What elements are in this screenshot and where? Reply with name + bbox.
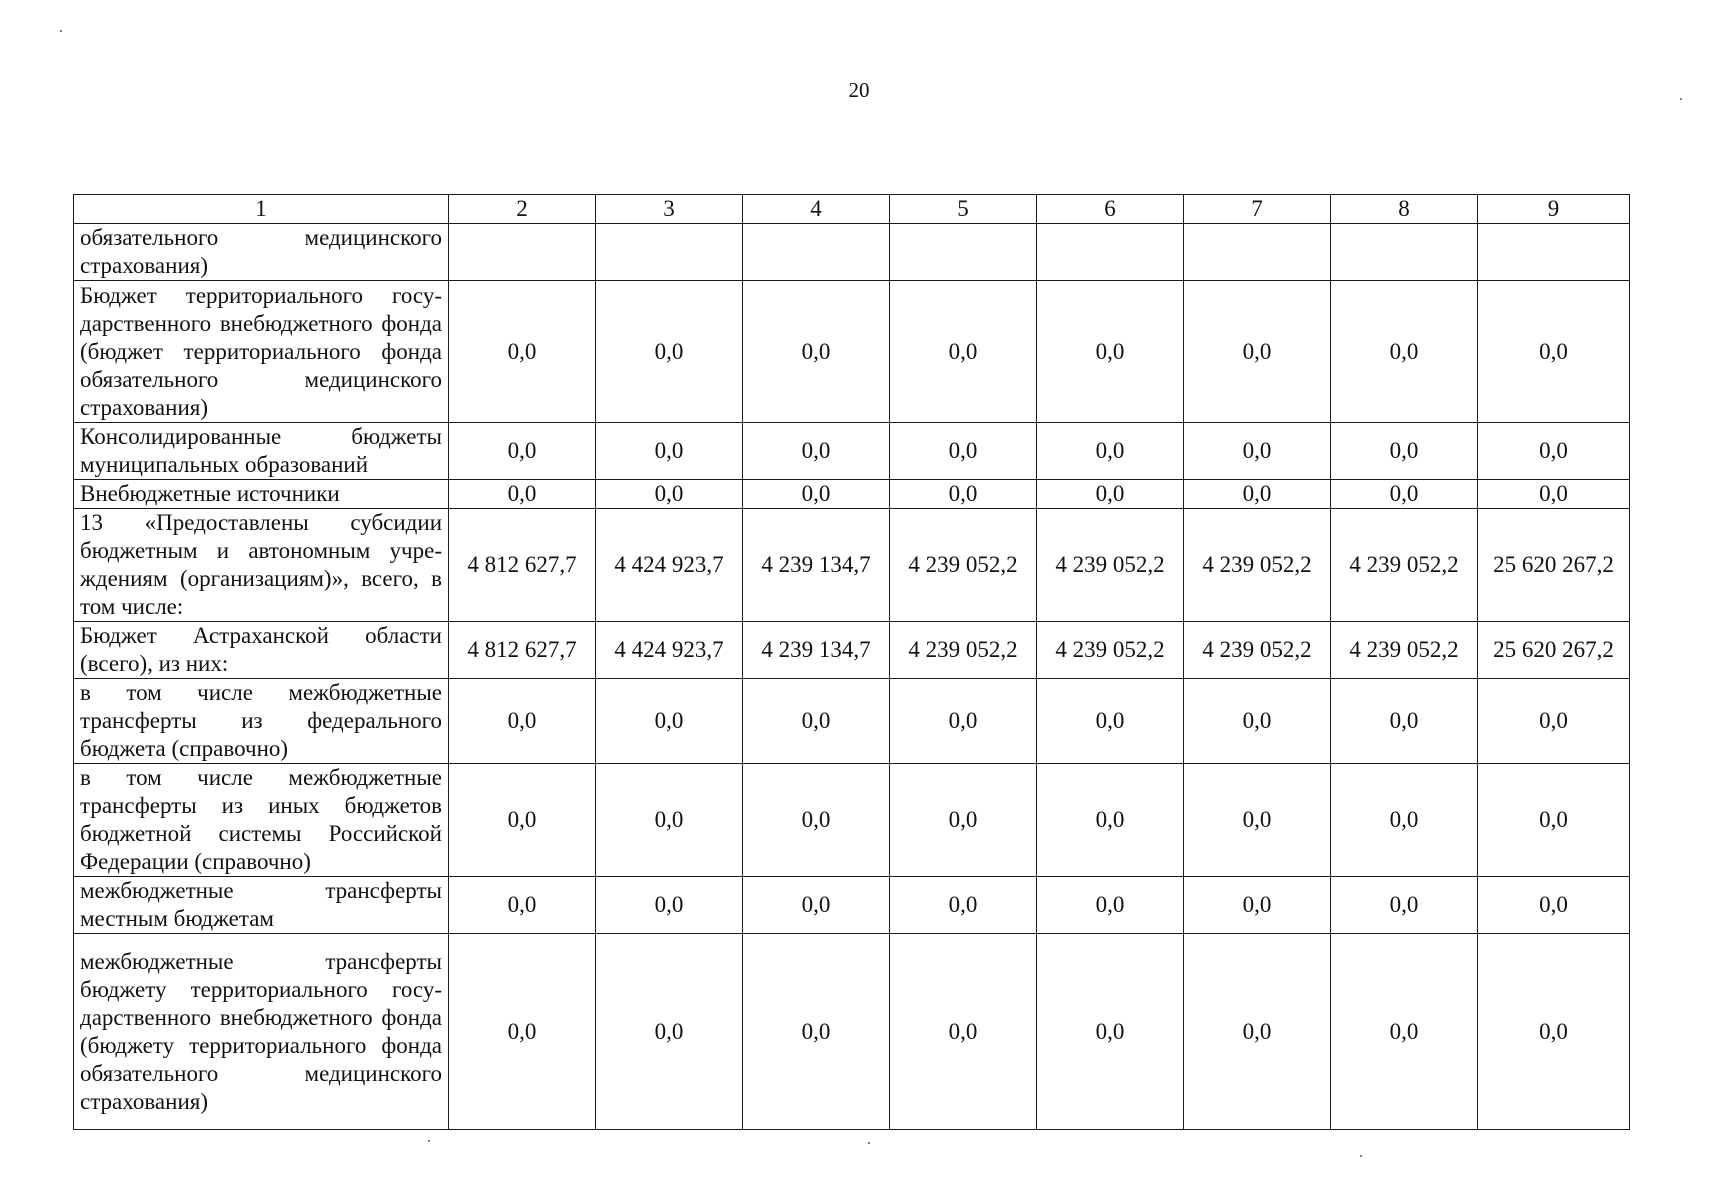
- value-cell: 0,0: [1037, 423, 1184, 480]
- table-row: [74, 622, 1630, 679]
- value-cell: 4 239 052,2: [1331, 509, 1478, 622]
- scan-speck: [428, 1140, 430, 1142]
- row-label: межбюджетные трансферты бюджету территориального государственного внебюджетного фонда (бюджету территориального фонда обязательного медицинского страхования): [74, 934, 449, 1130]
- row-label: 13 «Предоставлены субсидии бюджетным и автономным учреждениям (организациям)», всего, в том числе:: [74, 509, 449, 622]
- value-cell: 4 239 052,2: [890, 509, 1037, 622]
- column-number-row: [74, 195, 1630, 224]
- column-header: 2: [449, 195, 596, 224]
- value-cell: 0,0: [1184, 764, 1331, 877]
- value-cell: 0,0: [1037, 480, 1184, 509]
- value-cell: 4 239 052,2: [890, 622, 1037, 679]
- row-label: обязательного медицинского страхования): [74, 224, 449, 281]
- value-cell: 4 239 052,2: [1037, 622, 1184, 679]
- value-cell: [596, 224, 743, 281]
- value-cell: [1478, 224, 1630, 281]
- value-cell: 0,0: [1184, 480, 1331, 509]
- row-label: в том числе межбюджетные трансферты из федерального бюджета (справочно): [74, 679, 449, 764]
- value-cell: 0,0: [1478, 281, 1630, 423]
- value-cell: 0,0: [1478, 877, 1630, 934]
- column-header: 1: [74, 195, 449, 224]
- table-row: [74, 224, 1630, 281]
- value-cell: 0,0: [1478, 679, 1630, 764]
- value-cell: 25 620 267,2: [1478, 622, 1630, 679]
- table-row: [74, 423, 1630, 480]
- value-cell: 0,0: [743, 934, 890, 1130]
- value-cell: 0,0: [743, 764, 890, 877]
- value-cell: 0,0: [890, 877, 1037, 934]
- value-cell: [1037, 224, 1184, 281]
- value-cell: 0,0: [890, 679, 1037, 764]
- value-cell: 0,0: [449, 423, 596, 480]
- value-cell: 0,0: [1184, 877, 1331, 934]
- value-cell: 4 424 923,7: [596, 509, 743, 622]
- value-cell: 0,0: [1331, 423, 1478, 480]
- table-row: [74, 509, 1630, 622]
- scan-speck: [1360, 1155, 1362, 1157]
- value-cell: 0,0: [1037, 764, 1184, 877]
- table-row: [74, 281, 1630, 423]
- value-cell: 0,0: [449, 480, 596, 509]
- value-cell: 0,0: [890, 764, 1037, 877]
- row-label: Консолидированные бюджеты муниципальных образований: [74, 423, 449, 480]
- page-number: 20: [848, 78, 870, 102]
- value-cell: 0,0: [1478, 423, 1630, 480]
- value-cell: 0,0: [890, 480, 1037, 509]
- scan-speck: [1680, 98, 1682, 100]
- column-header: 3: [596, 195, 743, 224]
- row-label: межбюджетные трансферты местным бюджетам: [74, 877, 449, 934]
- value-cell: 0,0: [1184, 679, 1331, 764]
- value-cell: 0,0: [1331, 281, 1478, 423]
- value-cell: 0,0: [1331, 934, 1478, 1130]
- budget-table: [73, 194, 1630, 1130]
- column-header: 9: [1478, 195, 1630, 224]
- value-cell: 4 239 052,2: [1184, 622, 1331, 679]
- value-cell: 0,0: [743, 480, 890, 509]
- table-row: [74, 877, 1630, 934]
- value-cell: 0,0: [449, 877, 596, 934]
- value-cell: 0,0: [743, 423, 890, 480]
- value-cell: 0,0: [1037, 934, 1184, 1130]
- value-cell: 0,0: [1478, 764, 1630, 877]
- value-cell: 4 239 134,7: [743, 622, 890, 679]
- value-cell: 0,0: [1478, 934, 1630, 1130]
- value-cell: 0,0: [596, 934, 743, 1130]
- value-cell: 0,0: [596, 764, 743, 877]
- value-cell: 0,0: [1037, 281, 1184, 423]
- value-cell: 0,0: [596, 423, 743, 480]
- column-header: 8: [1331, 195, 1478, 224]
- table-row: [74, 764, 1630, 877]
- value-cell: 0,0: [1184, 934, 1331, 1130]
- value-cell: 0,0: [596, 679, 743, 764]
- row-label: Внебюджетные источники: [74, 480, 449, 509]
- budget-table-container: [73, 194, 1629, 1130]
- value-cell: 4 812 627,7: [449, 622, 596, 679]
- value-cell: [1184, 224, 1331, 281]
- value-cell: 0,0: [890, 281, 1037, 423]
- column-header: 6: [1037, 195, 1184, 224]
- column-header: 5: [890, 195, 1037, 224]
- value-cell: 0,0: [743, 877, 890, 934]
- value-cell: 0,0: [1037, 877, 1184, 934]
- value-cell: 4 812 627,7: [449, 509, 596, 622]
- row-label: в том числе межбюджетные трансферты из иных бюджетов бюджетной системы Российской Федерации (справочно): [74, 764, 449, 877]
- value-cell: [449, 224, 596, 281]
- column-header: 4: [743, 195, 890, 224]
- value-cell: 0,0: [1331, 877, 1478, 934]
- value-cell: [743, 224, 890, 281]
- value-cell: 0,0: [449, 281, 596, 423]
- row-label: Бюджет Астраханской области (всего), из них:: [74, 622, 449, 679]
- table-row: [74, 934, 1630, 1130]
- value-cell: 0,0: [449, 679, 596, 764]
- value-cell: 0,0: [596, 480, 743, 509]
- row-label: Бюджет территориального государственного внебюджетного фонда (бюджет территориального фонда обязательного медицинского страхования): [74, 281, 449, 423]
- value-cell: 4 239 052,2: [1037, 509, 1184, 622]
- value-cell: 4 239 052,2: [1184, 509, 1331, 622]
- table-row: [74, 679, 1630, 764]
- table-body: [74, 224, 1630, 1130]
- scan-speck: [60, 30, 62, 32]
- table-row: [74, 480, 1630, 509]
- value-cell: 0,0: [1478, 480, 1630, 509]
- value-cell: 0,0: [1037, 679, 1184, 764]
- value-cell: 0,0: [743, 679, 890, 764]
- value-cell: [1331, 224, 1478, 281]
- value-cell: 25 620 267,2: [1478, 509, 1630, 622]
- value-cell: 0,0: [890, 423, 1037, 480]
- value-cell: 0,0: [449, 934, 596, 1130]
- value-cell: 0,0: [890, 934, 1037, 1130]
- value-cell: 0,0: [1331, 480, 1478, 509]
- value-cell: [890, 224, 1037, 281]
- scan-speck: [868, 1142, 870, 1144]
- value-cell: 0,0: [1331, 764, 1478, 877]
- value-cell: 0,0: [1184, 423, 1331, 480]
- value-cell: 0,0: [1331, 679, 1478, 764]
- value-cell: 0,0: [596, 877, 743, 934]
- value-cell: 0,0: [1184, 281, 1331, 423]
- value-cell: 4 239 134,7: [743, 509, 890, 622]
- value-cell: 0,0: [743, 281, 890, 423]
- value-cell: 4 239 052,2: [1331, 622, 1478, 679]
- column-header: 7: [1184, 195, 1331, 224]
- value-cell: 4 424 923,7: [596, 622, 743, 679]
- value-cell: 0,0: [449, 764, 596, 877]
- value-cell: 0,0: [596, 281, 743, 423]
